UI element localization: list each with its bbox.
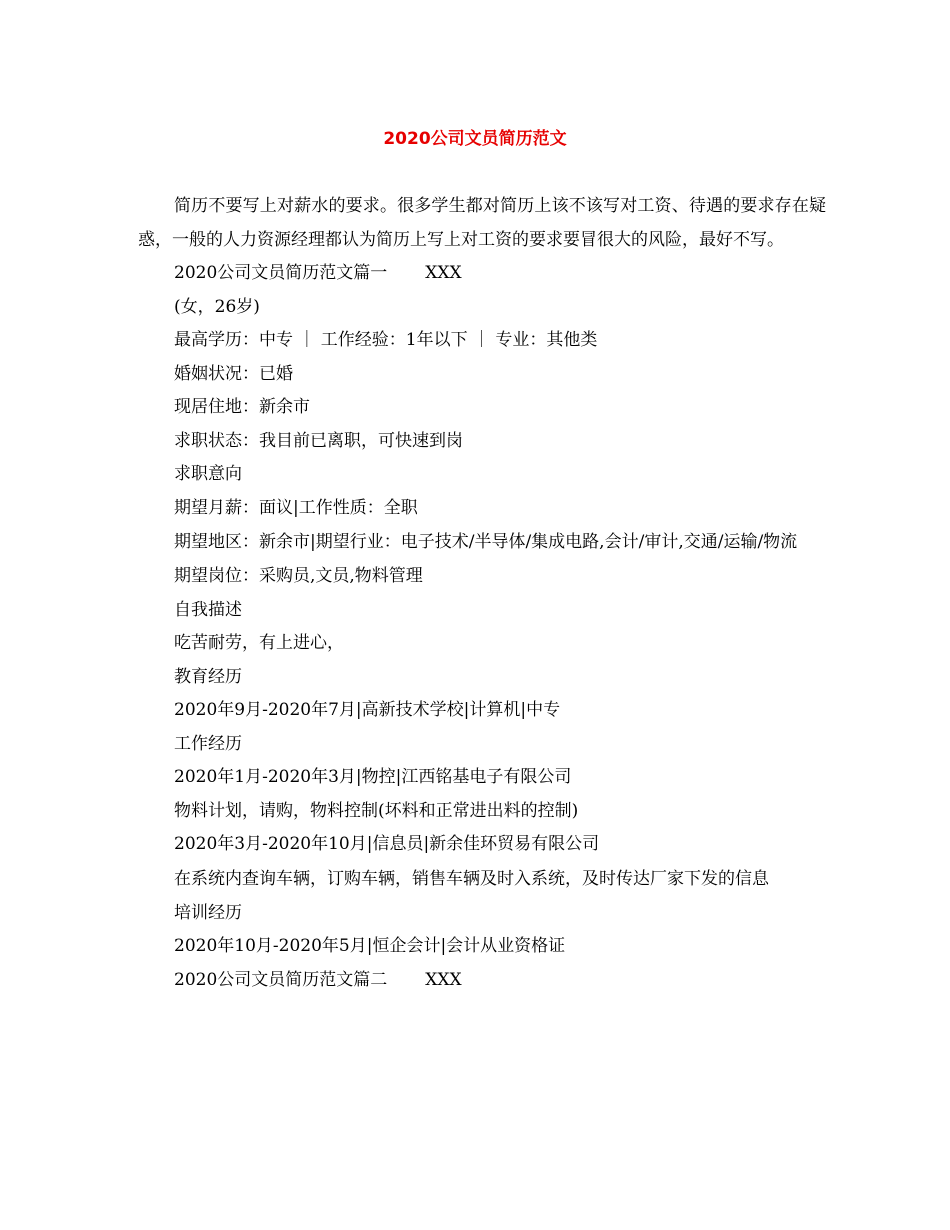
resume-line-text: 期望地区：新余市|期望行业：电子技术/半导体/集成电路,会计/审计,交通/运输/物流 <box>174 532 798 552</box>
resume-line <box>138 492 826 526</box>
resume-line-text: 2020年3月-2020年10月|信息员|新余佳环贸易有限公司 <box>174 834 600 854</box>
resume-line <box>138 828 826 862</box>
resume-line <box>138 761 826 795</box>
resume-line-text: 自我描述 <box>174 599 242 620</box>
resume-line-text: 物料计划，请购，物料控制(坏料和正常进出料的控制) <box>174 800 579 821</box>
resume-line <box>138 458 826 492</box>
resume-line <box>138 525 826 560</box>
resume-name-placeholder: XXX <box>425 263 462 283</box>
resume-line-text: 2020年9月-2020年7月|高新技术学校|计算机|中专 <box>174 700 561 720</box>
resume-line-text: 2020公司文员简历范文篇二 <box>174 969 388 990</box>
resume-line-text: 现居住地：新余市 <box>174 397 310 417</box>
resume-line-text: 求职意向 <box>174 464 242 484</box>
resume-line <box>138 661 826 695</box>
resume-line-text: 期望月薪：面议|工作性质：全职 <box>174 497 418 518</box>
intro-paragraph: 简历不要写上对薪水的要求。很多学生都对简历上该不该写对工资、待遇的要求存在疑惑，一般的人力资源经理都认为简历上写上对工资的要求要冒很大的风险，最好不写。 <box>138 196 826 250</box>
resume-line-text: 工作经历 <box>174 733 242 754</box>
resume-line-text: 吃苦耐劳，有上进心， <box>174 633 344 653</box>
resume-line-text: 最高学历：中专 ｜ 工作经验：1年以下 ｜ 专业：其他类 <box>174 330 598 350</box>
resume-line <box>138 560 826 594</box>
resume-line <box>138 964 826 998</box>
resume-line <box>138 627 826 661</box>
resume-line <box>138 257 826 291</box>
resume-line <box>138 324 826 358</box>
resume-line <box>138 795 826 829</box>
resume-line <box>138 291 826 325</box>
resume-line <box>138 594 826 628</box>
resume-line <box>138 391 826 425</box>
resume-line <box>138 694 826 728</box>
resume-line-text: 2020公司文员简历范文篇一 <box>174 263 388 283</box>
resume-line <box>138 425 826 459</box>
resume-line <box>138 897 826 931</box>
resume-line <box>138 358 826 392</box>
resume-name-placeholder: XXX <box>425 969 462 990</box>
resume-line-text: 教育经历 <box>174 666 242 687</box>
document-title: 2020公司文员简历范文 <box>383 129 567 149</box>
resume-line <box>138 930 826 964</box>
resume-line-text: 2020年1月-2020年3月|物控|江西铭基电子有限公司 <box>174 767 572 787</box>
resume-line-text: 婚姻状况：已婚 <box>174 363 293 384</box>
resume-line-text: 在系统内查询车辆，订购车辆，销售车辆及时入系统，及时传达厂家下发的信息 <box>174 868 769 889</box>
resume-line-text: 2020年10月-2020年5月|恒企会计|会计从业资格证 <box>174 936 566 956</box>
resume-lines <box>138 257 826 997</box>
resume-line-text: (女，26岁) <box>174 296 260 317</box>
resume-line <box>138 728 826 762</box>
resume-line <box>138 862 826 897</box>
resume-line-text: 期望岗位：采购员,文员,物料管理 <box>174 566 423 586</box>
document-body <box>138 190 826 997</box>
resume-line-text: 求职状态：我目前已离职，可快速到岗 <box>174 430 463 451</box>
resume-line-text: 培训经历 <box>174 902 242 923</box>
